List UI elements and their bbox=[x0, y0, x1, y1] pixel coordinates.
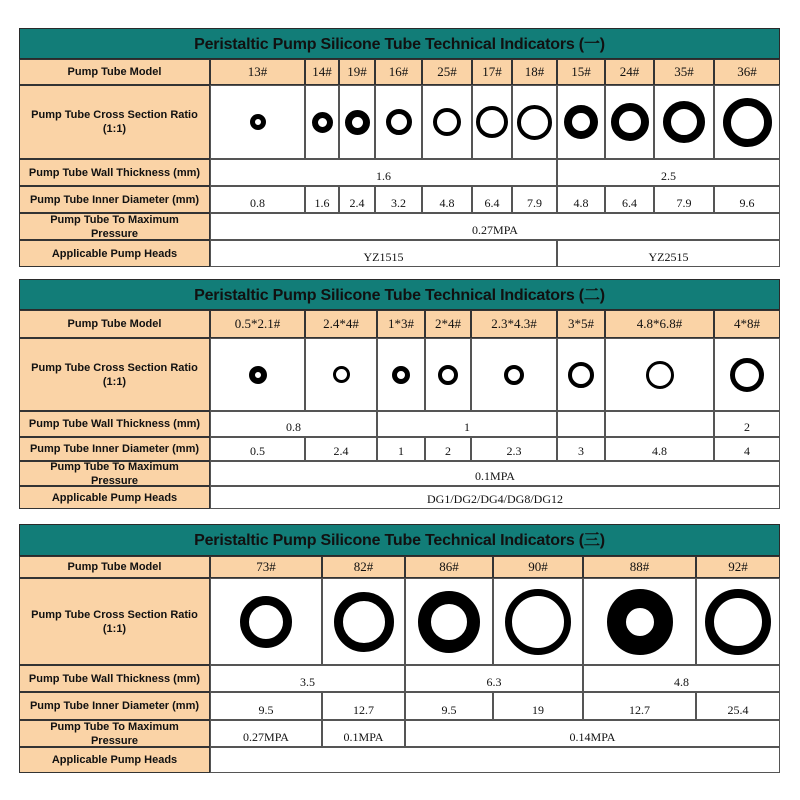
row-label-cross-section: Pump Tube Cross Section Ratio (1:1) bbox=[19, 85, 210, 159]
inner-diameter-cell: 4.8 bbox=[605, 437, 714, 461]
row-label-cross-section: Pump Tube Cross Section Ratio (1:1) bbox=[19, 338, 210, 411]
wall-thickness-cell: 6.3 bbox=[405, 665, 583, 692]
inner-diameter-cell: 0.8 bbox=[210, 186, 305, 213]
table-section-3 bbox=[19, 524, 780, 773]
model-cell: 35# bbox=[654, 59, 714, 85]
row-label-inner-diameter: Pump Tube Inner Diameter (mm) bbox=[19, 692, 210, 720]
tube-ring-icon bbox=[568, 362, 594, 388]
tube-ring-icon bbox=[333, 366, 350, 383]
tube-ring-icon bbox=[723, 98, 772, 147]
tube-ring-icon bbox=[611, 103, 649, 141]
model-cell: 0.5*2.1# bbox=[210, 310, 305, 338]
inner-diameter-cell: 9.5 bbox=[405, 692, 493, 720]
inner-diameter-cell: 6.4 bbox=[472, 186, 512, 213]
row-label-wall-thickness: Pump Tube Wall Thickness (mm) bbox=[19, 665, 210, 692]
model-cell: 18# bbox=[512, 59, 557, 85]
cross-section-cell bbox=[322, 578, 405, 665]
row-label-pump-heads: Applicable Pump Heads bbox=[19, 486, 210, 509]
model-cell: 3*5# bbox=[557, 310, 605, 338]
table-section-1 bbox=[19, 28, 780, 267]
tube-ring-icon bbox=[504, 365, 524, 385]
max-pressure-cell: 0.14MPA bbox=[405, 720, 780, 747]
max-pressure-cell: 0.1MPA bbox=[210, 461, 780, 486]
inner-diameter-cell: 12.7 bbox=[583, 692, 696, 720]
cross-section-cell bbox=[425, 338, 471, 411]
tube-ring-icon bbox=[505, 589, 571, 655]
inner-diameter-cell: 1.6 bbox=[305, 186, 339, 213]
wall-thickness-cell bbox=[605, 411, 714, 437]
cross-section-cell bbox=[472, 85, 512, 159]
cross-section-cell bbox=[339, 85, 375, 159]
inner-diameter-cell: 2.4 bbox=[339, 186, 375, 213]
wall-thickness-cell: 4.8 bbox=[583, 665, 780, 692]
tube-ring-icon bbox=[663, 101, 705, 143]
pump-heads-cell: YZ2515 bbox=[557, 240, 780, 267]
max-pressure-cell: 0.1MPA bbox=[322, 720, 405, 747]
model-cell: 2.3*4.3# bbox=[471, 310, 557, 338]
tube-ring-icon bbox=[476, 106, 508, 138]
max-pressure-cell: 0.27MPA bbox=[210, 213, 780, 240]
tube-ring-icon bbox=[249, 366, 267, 384]
inner-diameter-cell: 9.5 bbox=[210, 692, 322, 720]
row-label-wall-thickness: Pump Tube Wall Thickness (mm) bbox=[19, 159, 210, 186]
model-cell: 25# bbox=[422, 59, 472, 85]
inner-diameter-cell: 2.3 bbox=[471, 437, 557, 461]
tube-ring-icon bbox=[438, 365, 458, 385]
inner-diameter-cell: 1 bbox=[377, 437, 425, 461]
model-cell: 19# bbox=[339, 59, 375, 85]
cross-section-cell bbox=[375, 85, 422, 159]
model-cell: 14# bbox=[305, 59, 339, 85]
cross-section-cell bbox=[654, 85, 714, 159]
cross-section-cell bbox=[405, 578, 493, 665]
model-cell: 86# bbox=[405, 556, 493, 578]
tube-ring-icon bbox=[564, 105, 598, 139]
inner-diameter-cell: 4.8 bbox=[422, 186, 472, 213]
row-label-model: Pump Tube Model bbox=[19, 59, 210, 85]
wall-thickness-cell: 0.8 bbox=[210, 411, 377, 437]
tube-ring-icon bbox=[517, 105, 552, 140]
cross-section-cell bbox=[557, 338, 605, 411]
cross-section-cell bbox=[696, 578, 780, 665]
section-3-title: Peristaltic Pump Silicone Tube Technical Indicators (三) bbox=[19, 524, 780, 556]
pump-heads-cell: YZ1515 bbox=[210, 240, 557, 267]
model-cell: 82# bbox=[322, 556, 405, 578]
tube-ring-icon bbox=[386, 109, 412, 135]
tube-ring-icon bbox=[312, 112, 333, 133]
wall-thickness-cell: 2.5 bbox=[557, 159, 780, 186]
inner-diameter-cell: 3 bbox=[557, 437, 605, 461]
model-cell: 73# bbox=[210, 556, 322, 578]
tube-ring-icon bbox=[418, 591, 480, 653]
row-label-cross-section: Pump Tube Cross Section Ratio (1:1) bbox=[19, 578, 210, 665]
model-cell: 4.8*6.8# bbox=[605, 310, 714, 338]
inner-diameter-cell: 4.8 bbox=[557, 186, 605, 213]
inner-diameter-cell: 0.5 bbox=[210, 437, 305, 461]
tube-ring-icon bbox=[705, 589, 771, 655]
model-cell: 92# bbox=[696, 556, 780, 578]
inner-diameter-cell: 2 bbox=[425, 437, 471, 461]
tube-ring-icon bbox=[345, 110, 370, 135]
model-cell: 15# bbox=[557, 59, 605, 85]
cross-section-cell bbox=[305, 85, 339, 159]
model-cell: 24# bbox=[605, 59, 654, 85]
inner-diameter-cell: 12.7 bbox=[322, 692, 405, 720]
tube-ring-icon bbox=[607, 589, 673, 655]
cross-section-cell bbox=[493, 578, 583, 665]
model-cell: 2.4*4# bbox=[305, 310, 377, 338]
model-cell: 2*4# bbox=[425, 310, 471, 338]
row-label-inner-diameter: Pump Tube Inner Diameter (mm) bbox=[19, 186, 210, 213]
section-2-title: Peristaltic Pump Silicone Tube Technical Indicators (二) bbox=[19, 279, 780, 310]
cross-section-cell bbox=[512, 85, 557, 159]
model-cell: 36# bbox=[714, 59, 780, 85]
max-pressure-cell: 0.27MPA bbox=[210, 720, 322, 747]
model-cell: 1*3# bbox=[377, 310, 425, 338]
tube-ring-icon bbox=[240, 596, 292, 648]
wall-thickness-cell: 3.5 bbox=[210, 665, 405, 692]
inner-diameter-cell: 7.9 bbox=[654, 186, 714, 213]
row-label-pump-heads: Applicable Pump Heads bbox=[19, 747, 210, 773]
row-label-pump-heads: Applicable Pump Heads bbox=[19, 240, 210, 267]
cross-section-cell bbox=[714, 338, 780, 411]
cross-section-cell bbox=[210, 338, 305, 411]
inner-diameter-cell: 3.2 bbox=[375, 186, 422, 213]
cross-section-cell bbox=[557, 85, 605, 159]
section-1-title: Peristaltic Pump Silicone Tube Technical Indicators (一) bbox=[19, 28, 780, 59]
cross-section-cell bbox=[471, 338, 557, 411]
row-label-max-pressure: Pump Tube To Maximum Pressure bbox=[19, 720, 210, 747]
tube-ring-icon bbox=[250, 114, 266, 130]
tube-ring-icon bbox=[730, 358, 764, 392]
wall-thickness-cell: 2 bbox=[714, 411, 780, 437]
wall-thickness-cell: 1.6 bbox=[210, 159, 557, 186]
wall-thickness-cell bbox=[557, 411, 605, 437]
model-cell: 13# bbox=[210, 59, 305, 85]
model-cell: 4*8# bbox=[714, 310, 780, 338]
cross-section-cell bbox=[210, 85, 305, 159]
pump-heads-cell: DG1/DG2/DG4/DG8/DG12 bbox=[210, 486, 780, 509]
tube-ring-icon bbox=[334, 592, 394, 652]
row-label-model: Pump Tube Model bbox=[19, 556, 210, 578]
row-label-max-pressure: Pump Tube To Maximum Pressure bbox=[19, 461, 210, 486]
cross-section-cell bbox=[422, 85, 472, 159]
tube-ring-icon bbox=[646, 361, 674, 389]
inner-diameter-cell: 2.4 bbox=[305, 437, 377, 461]
tube-ring-icon bbox=[433, 108, 461, 136]
inner-diameter-cell: 7.9 bbox=[512, 186, 557, 213]
inner-diameter-cell: 6.4 bbox=[605, 186, 654, 213]
wall-thickness-cell: 1 bbox=[377, 411, 557, 437]
row-label-wall-thickness: Pump Tube Wall Thickness (mm) bbox=[19, 411, 210, 437]
cross-section-cell bbox=[210, 578, 322, 665]
model-cell: 17# bbox=[472, 59, 512, 85]
cross-section-cell bbox=[305, 338, 377, 411]
cross-section-cell bbox=[605, 85, 654, 159]
table-section-2 bbox=[19, 279, 780, 509]
row-label-max-pressure: Pump Tube To Maximum Pressure bbox=[19, 213, 210, 240]
inner-diameter-cell: 25.4 bbox=[696, 692, 780, 720]
model-cell: 16# bbox=[375, 59, 422, 85]
cross-section-cell bbox=[714, 85, 780, 159]
row-label-inner-diameter: Pump Tube Inner Diameter (mm) bbox=[19, 437, 210, 461]
row-label-model: Pump Tube Model bbox=[19, 310, 210, 338]
model-cell: 90# bbox=[493, 556, 583, 578]
cross-section-cell bbox=[377, 338, 425, 411]
tube-ring-icon bbox=[392, 366, 410, 384]
cross-section-cell bbox=[583, 578, 696, 665]
inner-diameter-cell: 4 bbox=[714, 437, 780, 461]
pump-heads-cell bbox=[210, 747, 780, 773]
inner-diameter-cell: 9.6 bbox=[714, 186, 780, 213]
inner-diameter-cell: 19 bbox=[493, 692, 583, 720]
cross-section-cell bbox=[605, 338, 714, 411]
model-cell: 88# bbox=[583, 556, 696, 578]
